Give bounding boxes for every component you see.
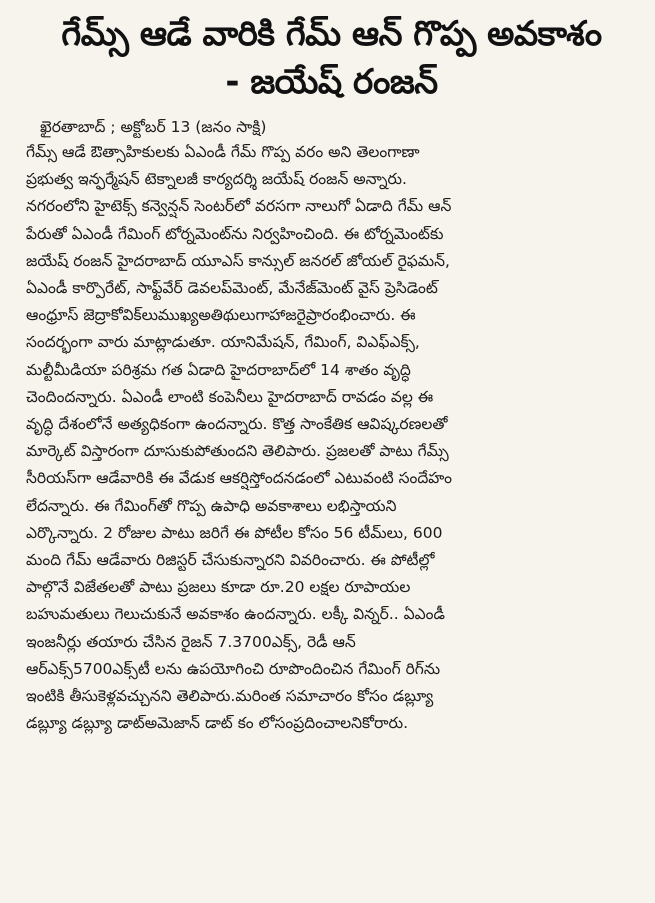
body-line: పేరుతో ఏఎండీ గేమింగ్ టోర్నమెంట్‌ను నిర్వహించింది. ఈ టోర్నమెంట్‌కు (26, 224, 444, 243)
dateline: ఖైరతాబాద్ ; అక్టోబర్ 13 (జనం సాక్షి) (40, 118, 267, 136)
article-body (26, 139, 637, 737)
body-line: సందర్భంగా వారు మాట్లాడుతూ. యానిమేషన్, గేమింగ్, విఎఫ్ఎక్స్, (26, 333, 420, 352)
body-line: ప్రభుత్వ ఇన్ఫర్మేషన్ టెక్నాలజీ కార్యదర్శి జయేష్ రంజన్ అన్నారు. (26, 170, 407, 189)
article-headline (26, 10, 637, 106)
body-line: ఏఎండీ కార్పొరేట్, సాఫ్ట్‌వేర్ డెవలప్‌మెంట్, మేనేజ్‌మెంట్ వైస్ ప్రెసిడెంట్ (26, 279, 438, 298)
body-line: బహుమతులు గెలుచుకునే అవకాశం ఉందన్నారు. లక్కీ విన్నర్.. ఏఎండీ (26, 605, 445, 624)
body-line: నగరంలోని హైటెక్స్ కన్వెన్షన్ సెంటర్‌లో వరసగా నాలుగో ఏడాది గేమ్ ఆన్ (26, 197, 452, 216)
body-line: గేమ్స్ ఆడే ఔత్సాహికులకు ఏఎండీ గేమ్ గొప్ప వరం అని తెలంగాణా (26, 143, 420, 161)
headline-byline: - జయేష్ రంజన్ (225, 62, 438, 102)
body-line: ఎర్కొన్నారు. 2 రోజుల పాటు జరిగే ఈ పోటీల కోసం 56 టీమ్‌లు, 600 (26, 523, 443, 542)
body-line: పాల్గొనే విజేతలతో పాటు ప్రజలు కూడా రూ.20 లక్షల రూపాయల (26, 578, 411, 597)
body-line: వృద్ధి దేశంలోనే అత్యధికంగా ఉందన్నారు. కొత్త సాంకేతిక ఆవిష్కరణలతో (26, 415, 448, 434)
body-line: సీరియస్‌గా ఆడేవారికి ఈ వేడుక ఆకర్షిస్తోందనడంలో ఎటువంటి సందేహం (26, 469, 453, 488)
headline-line: గేమ్స్ ఆడే వారికి గేమ్ ఆన్ గొప్ప అవకాశం (61, 14, 602, 54)
body-line: మంది గేమ్ ఆడేవారు రిజిస్టర్ చేసుకున్నారని వివరించారు. ఈ పోటీల్లో (26, 551, 435, 570)
body-line: లేదన్నారు. ఈ గేమింగ్‌తో గొప్ప ఉపాధి అవకాశాలు లభిస్తాయని (26, 496, 397, 515)
body-line: చెందిందన్నారు. ఏఎండీ లాంటి కంపెనీలు హైదరాబాద్ రావడం వల్ల ఈ (26, 387, 434, 406)
body-line: మల్టీమీడియా పరిశ్రమ గత ఏడాది హైదరాబాద్‌లో 14 శాతం వృద్ధి (26, 360, 411, 379)
body-line: జయేష్ రంజన్ హైదరాబాద్ యూఎస్ కాన్సుల్ జనరల్ జోయల్ రైఫమన్, (26, 251, 450, 270)
body-line: ఆంధ్రూస్ జెద్రాకోవిక్‌లుముఖ్యఅతిథులుగాహాజరైప్రారంభించారు. ఈ (26, 306, 416, 325)
body-line: ఇంటికి తీసుకెళ్లవచ్చునని తెలిపారు.మరింత సమాచారం కోసం డబ్ల్యూ (26, 687, 434, 706)
body-line: డబ్ల్యూ డబ్ల్యూ డాట్అమెజాన్ డాట్ కం లోసంప్రదించాలనికోరారు. (26, 714, 409, 733)
body-line: మార్కెట్ విస్తారంగా దూసుకుపోతుందని తెలిపారు. ప్రజలతో పాటు గేమ్స్ (26, 442, 449, 461)
body-line: ఆర్ఎక్స్5700ఎక్స్‌టీ లను ఉపయోగించి రూపొందించిన గేమింగ్ రిగ్‌ను (26, 659, 441, 678)
body-line: ఇంజనీర్లు తయారు చేసిన రైజన్ 7.3700ఎక్స్, రెడీ ఆన్ (26, 632, 356, 651)
